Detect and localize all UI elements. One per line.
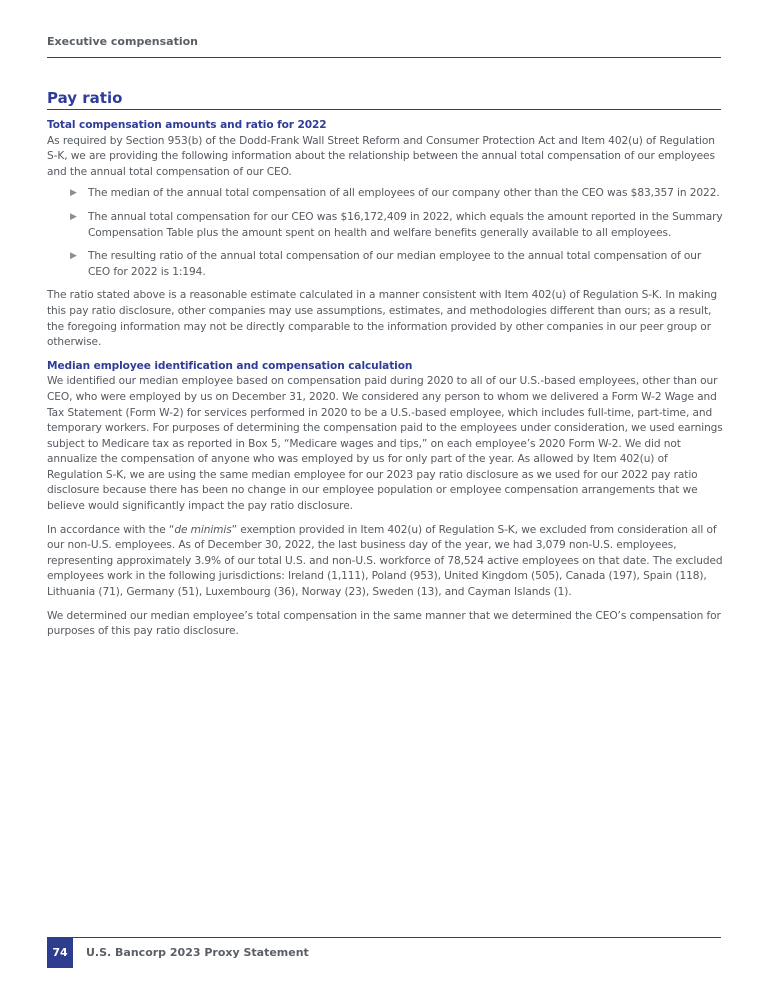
list-item-text: The resulting ratio of the annual total compensation of our median employee to the annual total compensation of our CEO for 2022 is 1:194. [88, 250, 702, 278]
running-header: Executive compensation [47, 35, 199, 48]
bullet-arrow-icon: ▶ [70, 211, 77, 222]
section-heading: Median employee identification and compensation calculation [47, 359, 413, 372]
text: ” exemption provided in Item 402(u) of Regulation S-K, we excluded from consideration all of our non-U.S. employees. As of December 30, 2022, the last business day of the year, we had 3,079 non-U.S. employees, representing approximately 3.9% of our total U.S. and non-U.S. workforce of 78,524 active employees on that date. The excluded employees work in the following jurisdictions: Ireland (1,111), Poland (953), United Kingdom (505), Canada (197), Spain (118), Lithuania (71), Germany (51), Luxembourg (36), Norway (23), Sweden (13), and Cayman Islands (1). [47, 523, 723, 599]
paragraph [47, 523, 723, 601]
bullet-list [47, 186, 723, 280]
paragraph: We identified our median employee based on compensation paid during 2020 to all of our U.S.-based employees, other than our CEO, who were employed by us on December 31, 2020. We considered any person to whom we delivered a Form W-2 Wage and Tax Statement (Form W-2) for services performed in 2020 to be a U.S.-based employee, which includes full-time, part-time, and temporary workers. For purposes of determining the compensation paid to the employees under consideration, we used earnings subject to Medicare tax as reported in Box 5, “Medicare wages and tips,” on each employee’s 2020 Form W-2. We did not annualize the compensation of anyone who was employed by us for only part of the year. As allowed by Item 402(u) of Regulation S-K, we are using the same median employee for our 2023 pay ratio disclosure as we used for our 2022 pay ratio disclosure because there has been no change in our employee population or employee compensation arrangements that we believe would significantly impact the pay ratio disclosure. [47, 375, 723, 513]
bullet-arrow-icon: ▶ [70, 251, 77, 262]
footer-divider [47, 937, 721, 938]
title-divider [47, 109, 721, 110]
paragraph: We determined our median employee’s total compensation in the same manner that we determined the CEO’s compensation for purposes of this pay ratio disclosure. [47, 609, 721, 638]
body-content [47, 118, 723, 648]
header-divider [47, 57, 721, 58]
paragraph: As required by Section 953(b) of the Dodd-Frank Wall Street Reform and Consumer Protection Act and Item 402(u) of Regulation S-K, we are providing the following information about the relationship between the annual total compensation of our employees and the annual total compensation of our CEO. [47, 134, 715, 178]
emphasis-text: de minimis [174, 523, 232, 536]
footer-title: U.S. Bancorp 2023 Proxy Statement [86, 946, 309, 959]
page-title: Pay ratio [47, 89, 123, 107]
list-item-text: The median of the annual total compensation of all employees of our company other than the CEO was $83,357 in 2022. [88, 187, 720, 200]
list-item [70, 186, 723, 202]
paragraph: The ratio stated above is a reasonable estimate calculated in a manner consistent with Item 402(u) of Regulation S-K. In making this pay ratio disclosure, other companies may use assumptions, estimates, and methodologies different than ours; as a result, the foregoing information may not be directly comparable to the information provided by other companies in our peer group or otherwise. [47, 289, 717, 349]
list-item-text: The annual total compensation for our CEO was $16,172,409 in 2022, which equals the amount reported in the Summary Compensation Table plus the amount spent on health and welfare benefits generally available to all employees. [88, 210, 723, 239]
text: In accordance with the “ [47, 523, 175, 536]
page-number: 74 [47, 938, 73, 968]
bullet-arrow-icon: ▶ [70, 188, 77, 199]
section-heading: Total compensation amounts and ratio for 2022 [47, 119, 327, 131]
list-item [70, 210, 723, 241]
list-item [70, 249, 723, 280]
